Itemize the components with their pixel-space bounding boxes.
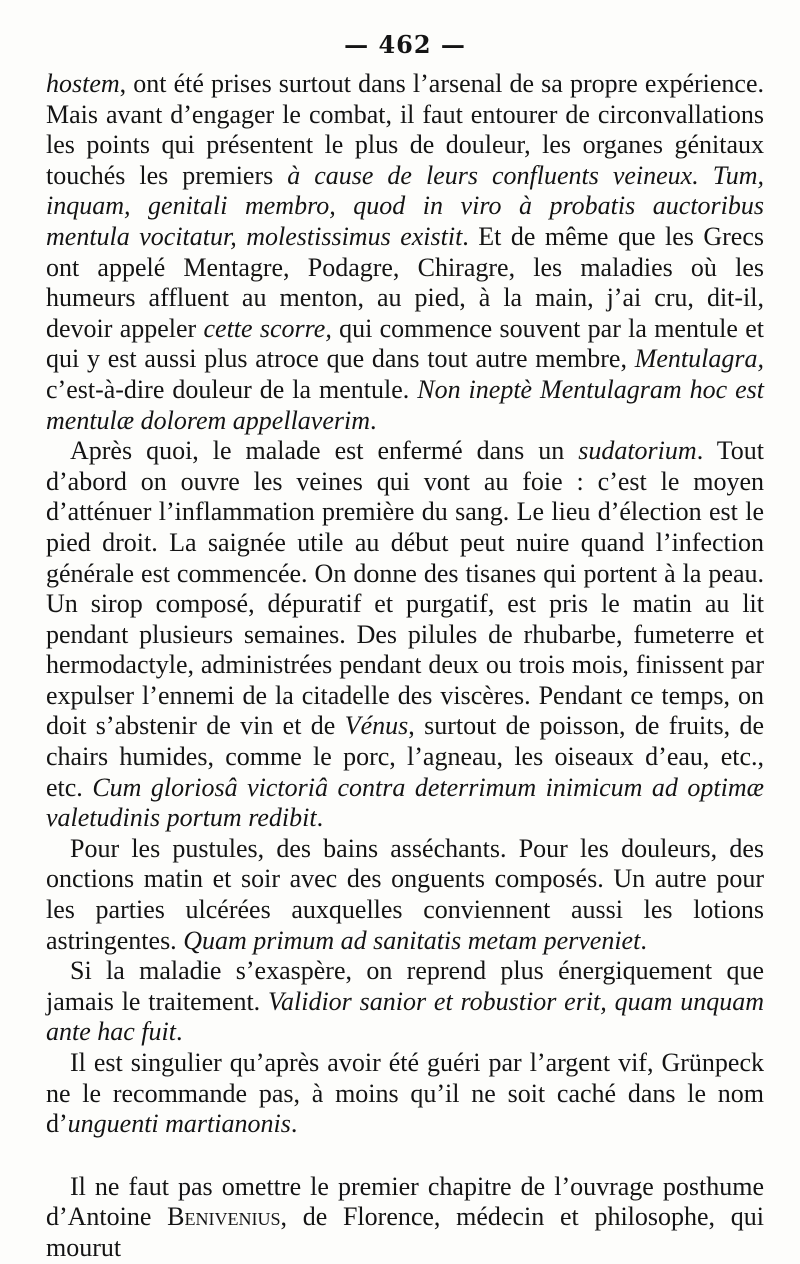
text-span: Après quoi, le malade est enfermé dans un	[70, 436, 579, 466]
text-span: . Tout d’abord on ouvre les veines qui vont au foie : c’est le moyen d’atténuer l’inflammation première du sang. Le lieu d’élection est le pied droit. La saignée utile au début peut nuire quand l’infection générale est commencée. On donne des tisanes qui portent à la peau. Un sirop composé, dépuratif et purgatif, est pris le matin au lit pendant plusieurs semaines. Des pilules de rhubarbe, fumeterre et hermodactyle, administrées pendant deux ou trois mois, finissent par expulser l’ennemi de la citadelle des viscères. Pendant ce temps, on doit s’abstenir de vin et de	[46, 436, 764, 741]
author-name-smallcaps: Benivenius	[167, 1202, 281, 1232]
text-span: c’est-à-dire douleur de la mentule.	[46, 374, 418, 404]
paragraph-4	[46, 956, 764, 1048]
text-span: qui commence souvent par la mentule et qui y est aussi plus atroce que dans tout autre membre,	[46, 313, 764, 374]
text-span: hostem	[46, 69, 120, 98]
text-span: cette scorre,	[203, 313, 332, 343]
paragraph-gap	[46, 1140, 764, 1172]
text-span: Non ineptè Mentulagram hoc est mentulæ dolorem appellaverim	[46, 374, 764, 435]
text-span: , ont été prises surtout dans l’arsenal de sa propre expérience. Mais avant d’engager le combat, il faut entourer de circonvallations les points qui présentent le plus de douleur, les organes génitaux touchés les premiers	[46, 69, 764, 190]
text-span: Validior sanior et robustior erit, quam unquam ante hac fuit	[46, 986, 764, 1047]
paragraph-6	[46, 1172, 764, 1264]
text-span: .	[175, 1017, 183, 1047]
text-span: Cum gloriosâ victoriâ contra deterrimum inimicum ad optimæ valetudinis portum redibit	[46, 772, 764, 833]
text-span: . Et de même que les Grecs ont appelé Mentagre, Podagre, Chiragre, les maladies où les humeurs affluent au menton, au pied, à la main, j’ai cru, dit-il, devoir appeler	[46, 221, 764, 343]
text-span: Mentulagra,	[634, 344, 764, 374]
text-span: , de Florence, médecin et philosophe, qui mourut	[46, 1202, 764, 1262]
paragraph-3	[46, 834, 764, 956]
text-span: .	[316, 803, 324, 833]
text-span: sudatorium	[578, 436, 697, 466]
text-span: , surtout de poisson, de fruits, de chairs humides, comme le porc, l’agneau, les oiseaux d’eau, etc., etc.	[46, 711, 764, 802]
text-span: .	[290, 1109, 298, 1139]
text-span: unguenti martianonis	[67, 1109, 291, 1139]
paragraph-2	[46, 436, 764, 834]
text-span: Il ne faut pas omettre le premier chapitre de l’ouvrage posthume d’Antoine	[46, 1171, 764, 1232]
text-span: Vénus	[344, 711, 409, 741]
paragraph-5	[46, 1048, 764, 1140]
text-span: Quam primum ad sanitatis metam perveniet	[183, 925, 641, 955]
text-span: .	[369, 405, 377, 435]
text-span: Pour les pustules, des bains asséchants. Pour les douleurs, des onctions matin et soir avec des onguents composés. Un autre pour les parties ulcérées auxquelles conviennent aussi les lotions astringentes.	[46, 833, 764, 955]
paragraph-1	[46, 69, 764, 436]
text-span: .	[640, 925, 647, 955]
text-span: Il est singulier qu’après avoir été guéri par l’argent vif, Grünpeck ne le recommande pas, à moins qu’il ne soit caché dans le nom d’	[46, 1048, 764, 1139]
text-span: Si la maladie s’exaspère, on reprend plus énergiquement que jamais le traitement.	[46, 956, 764, 1016]
text-span: à cause de leurs confluents veineux. Tum, inquam, genitali membro, quod in viro à probatis auctoribus mentula vocitatur, molestissimus existit	[46, 160, 765, 251]
page-number: — 462 —	[344, 30, 466, 59]
